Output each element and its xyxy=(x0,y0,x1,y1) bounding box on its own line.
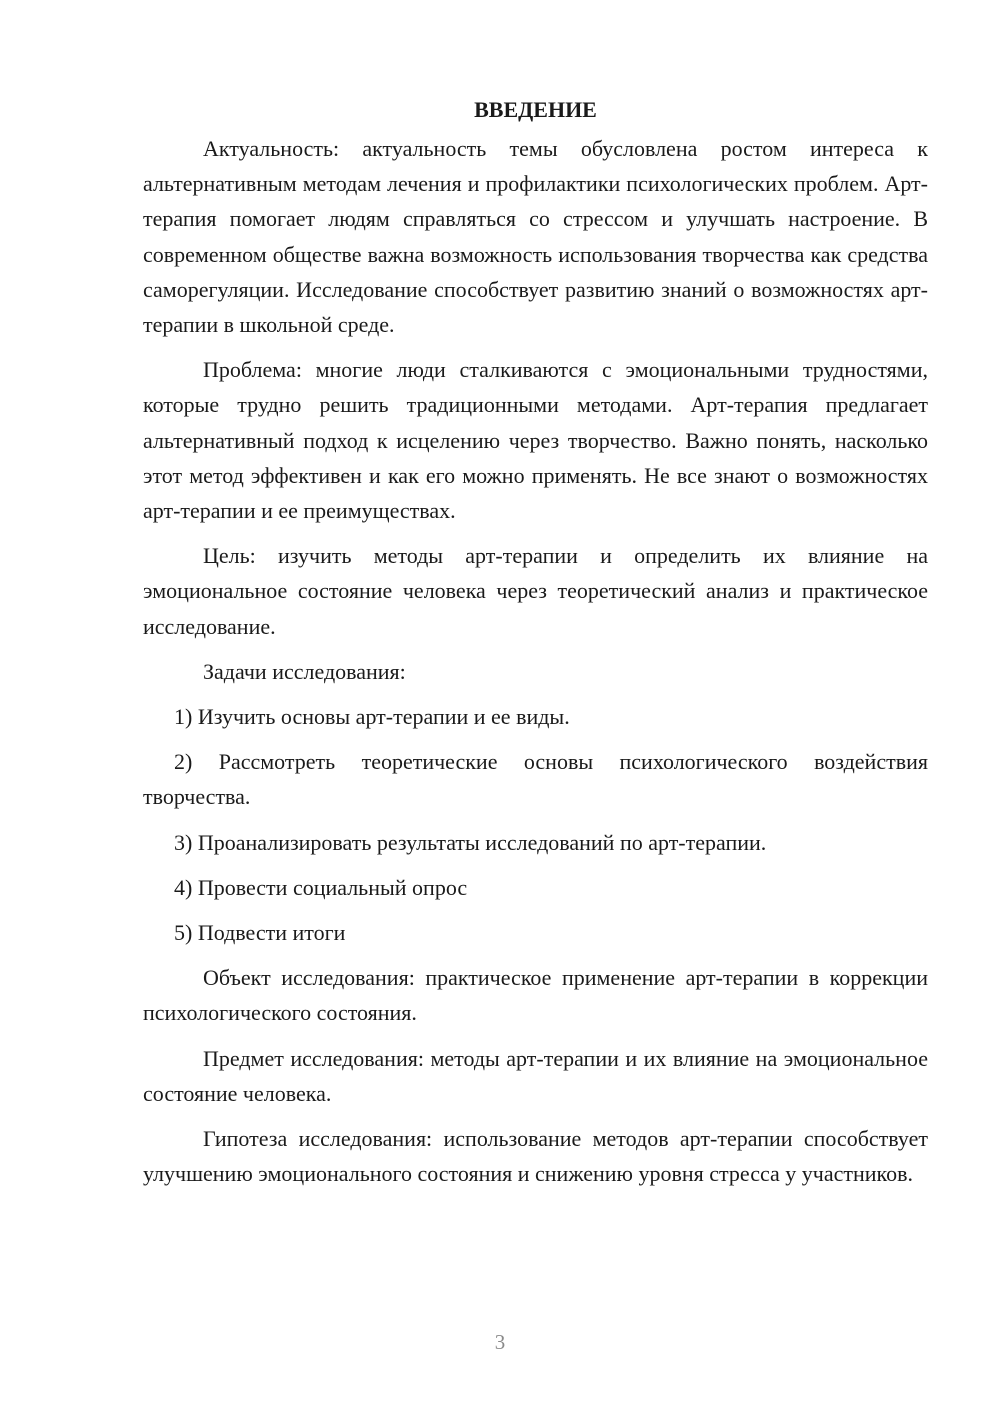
tasks-heading: Задачи исследования: xyxy=(203,658,406,684)
task-item-2: 2) Рассмотреть теоретические основы психологического воздействия творчества. xyxy=(143,749,928,810)
problem-paragraph: Проблема: многие люди сталкиваются с эмоциональными трудностями, которые трудно решить традиционными методами. Арт-терапия предлагает альтернативный подход к исцелению через творчество. Важно понять, насколько этот метод эффективен и как его можно применять. Не все знают о возможностях арт-терапии и ее преимуществах. xyxy=(143,357,928,524)
hypothesis-paragraph: Гипотеза исследования: использование методов арт-терапии способствует улучшению эмоционального состояния и снижению уровня стресса у участников. xyxy=(143,1126,928,1187)
document-page xyxy=(143,92,928,1201)
task-item-4: 4) Провести социальный опрос xyxy=(174,874,468,900)
goal-paragraph: Цель: изучить методы арт-терапии и определить их влияние на эмоциональное состояние человека через теоретический анализ и практическое исследование. xyxy=(143,543,928,639)
subject-paragraph: Предмет исследования: методы арт-терапии и их влияние на эмоциональное состояние человека. xyxy=(143,1045,928,1106)
task-item-1: 1) Изучить основы арт-терапии и ее виды. xyxy=(174,704,570,730)
section-title: ВВЕДЕНИЕ xyxy=(474,97,597,122)
object-paragraph: Объект исследования: практическое применение арт-терапии в коррекции психологического состояния. xyxy=(143,965,928,1026)
page-number: 3 xyxy=(494,1330,506,1354)
task-item-5: 5) Подвести итоги xyxy=(174,920,346,946)
relevance-paragraph: Актуальность: актуальность темы обусловлена ростом интереса к альтернативным методам лечения и профилактики психологических проблем. Арт-терапия помогает людям справляться со стрессом и улучшать настроение. В современном обществе важна возможность использования творчества как средства саморегуляции. Исследование способствует развитию знаний о возможностях арт-терапии в школьной среде. xyxy=(143,136,928,338)
task-item-3: 3) Проанализировать результаты исследований по арт-терапии. xyxy=(174,829,767,855)
